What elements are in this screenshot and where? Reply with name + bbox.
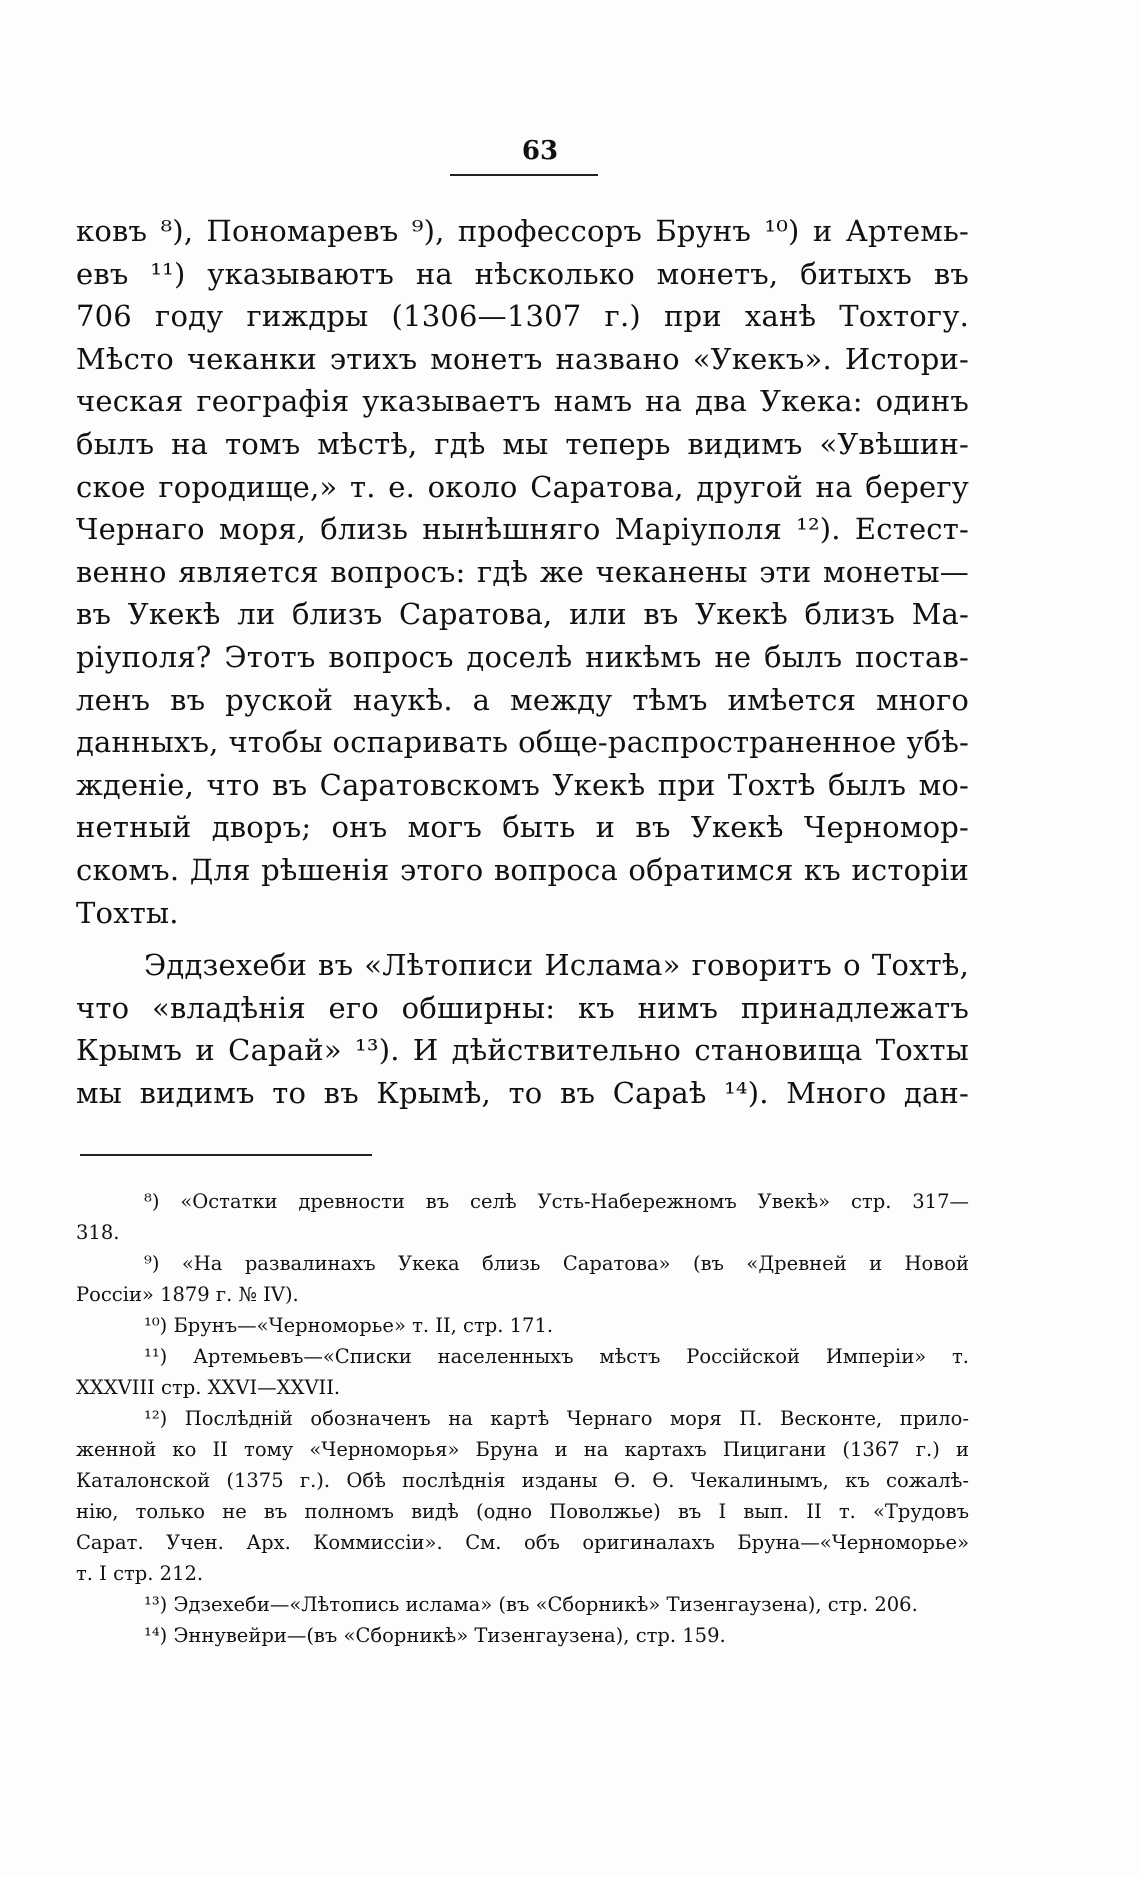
text-line: ковъ ⁸), Пономаревъ ⁹), профессоръ Брунъ ¹⁰) и Артемь- [76,214,969,248]
text-line: что «владѣнія его обширны: къ нимъ принадлежатъ [76,990,969,1025]
footnote-line: женной ко II тому «Черноморья» Бруна и на картахъ Пицигани (1367 г.) и [76,1438,969,1461]
text-line: Мѣсто чеканки этихъ монетъ названо «Укекъ». Истори- [76,341,969,376]
text-line: евъ ¹¹) указываютъ на нѣсколько монетъ, битыхъ въ [76,256,969,291]
text-line: Крымъ и Сарай» ¹³). И дѣйствительно становища Тохты [76,1033,969,1068]
text-line: Эддзехеби въ «Лѣтописи Ислама» говоритъ о Тохтѣ, [144,948,969,983]
page-number-rule [450,174,598,176]
text-line: ріуполя? Этотъ вопросъ доселѣ никѣмъ не былъ постав- [76,639,969,674]
text-line: Тохты. [76,895,179,930]
footnote-line: 318. [76,1221,120,1244]
footnote-line: Каталонской (1375 г.). Обѣ послѣднія изданы Ѳ. Ѳ. Чекалинымъ, къ сожалѣ- [76,1469,969,1492]
footnote-line: нію, только не въ полномъ видѣ (одно Поволжье) въ I вып. II т. «Трудовъ [76,1500,969,1523]
text-line: въ Укекѣ ли близъ Саратова, или въ Укекѣ близъ Ма- [76,597,969,632]
footnote-line: Россіи» 1879 г. № IV). [76,1283,299,1306]
paragraph-gap [76,934,969,944]
footnote-line: ⁸) «Остатки древности въ селѣ Усть-Набережномъ Увекѣ» стр. 317— [144,1190,969,1213]
text-line: венно является вопросъ: гдѣ же чеканены эти монеты— [76,554,969,589]
footnotes [76,1186,969,1651]
footnote-line: ¹⁰) Брунъ—«Черноморье» т. II, стр. 171. [144,1314,554,1337]
footnote-line: XXXVIII стр. XXVI—XXVII. [76,1376,341,1399]
text-line: скомъ. Для рѣшенія этого вопроса обратимся къ исторіи [76,852,969,887]
main-text [76,210,969,1114]
footnote-line: ⁹) «На развалинахъ Укека близь Саратова» (въ «Древней и Новой [144,1252,969,1275]
text-line: ленъ въ руской наукѣ. а между тѣмъ имѣется много [76,682,969,717]
footnote-line: ¹³) Эдзехеби—«Лѣтопись ислама» (въ «Сборникѣ» Тизенгаузена), стр. 206. [144,1593,918,1616]
text-line: Чернаго моря, близь нынѣшняго Маріуполя ¹²). Естест- [76,512,969,547]
text-line: мы видимъ то въ Крымѣ, то въ Сараѣ ¹⁴). Много дан- [76,1075,969,1110]
text-line: ческая географія указываетъ намъ на два Укека: одинъ [76,384,969,419]
text-line: нетный дворъ; онъ могъ быть и въ Укекѣ Черномор- [76,810,969,845]
text-line: ское городище,» т. е. около Саратова, другой на берегу [76,469,969,504]
page-number: 63 [521,136,559,166]
text-line: 706 году гиждры (1306—1307 г.) при ханѣ Тохтогу. [76,299,969,334]
footnote-line: ¹¹) Артемьевъ—«Списки населенныхъ мѣстъ Россійской Имперіи» т. [144,1345,969,1368]
footnote-line: т. I стр. 212. [76,1562,204,1585]
footnote-line: ¹²) Послѣдній обозначенъ на картѣ Чернаго моря П. Весконте, прило- [144,1407,969,1430]
text-line: данныхъ, чтобы оспаривать обще-распространенное убѣ- [76,725,969,760]
text-line: жденіе, что въ Саратовскомъ Укекѣ при Тохтѣ былъ мо- [76,767,969,802]
footnote-line: ¹⁴) Эннувейри—(въ «Сборникѣ» Тизенгаузена), стр. 159. [144,1624,726,1647]
footnote-separator [80,1154,372,1156]
footnote-line: Сарат. Учен. Арх. Коммиссіи». См. объ оригиналахъ Бруна—«Черноморье» [76,1531,969,1554]
text-line: былъ на томъ мѣстѣ, гдѣ мы теперь видимъ «Увѣшин- [76,426,969,461]
